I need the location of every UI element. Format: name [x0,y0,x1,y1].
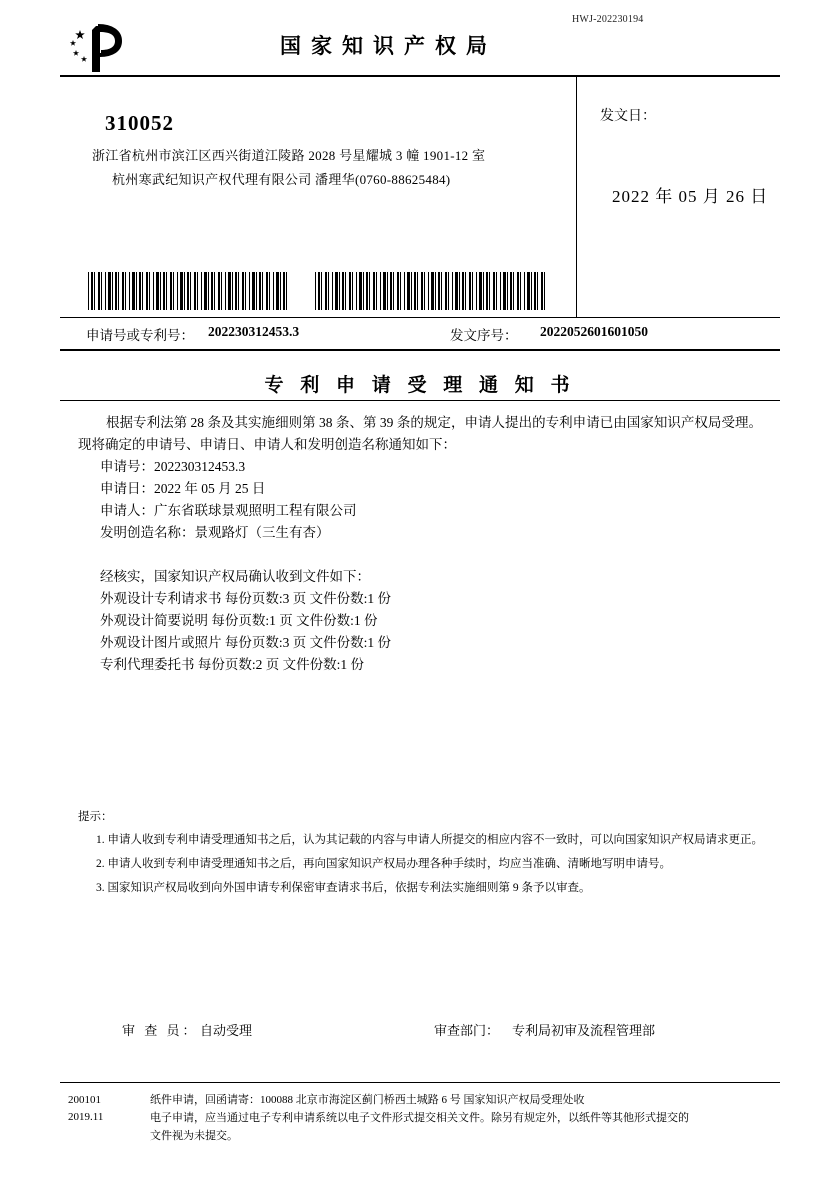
organization-title: 国家知识产权局 [280,34,497,58]
address-and-date-box [60,77,780,317]
field-application-date: 申请日：2022 年 05 月 25 日 [100,481,266,496]
document-code: HWJ-202230194 [572,14,644,25]
postcode: 310052 [105,111,174,135]
document-item-1: 外观设计专利请求书 每份页数:3 页 文件份数:1 份 [100,591,392,606]
note-item-2: 2. 申请人收到专利申请受理通知书之后，再向国家知识产权局办理各种手续时，均应当准确、清晰地写明申请号。 [96,858,671,870]
application-number-label: 申请号或专利号： [86,328,194,343]
examiner-value: 自动受理 [200,1023,253,1038]
footer-code-2: 2019.11 [68,1111,104,1123]
footer-code-1: 200101 [68,1094,101,1106]
address-line-1: 浙江省杭州市滨江区西兴街道江陵路 2028 号星耀城 3 幢 1901-12 室 [92,148,486,163]
note-item-1: 1. 申请人收到专利申请受理通知书之后，认为其记载的内容与申请人所提交的相应内容不一致时，可以向国家知识产权局请求更正。 [96,834,763,846]
field-applicant: 申请人：广东省联球景观照明工程有限公司 [100,503,357,518]
send-date-label: 发文日： [600,109,656,124]
footer-line-1: 纸件申请，回函请寄：100088 北京市海淀区蓟门桥西土城路 6 号 国家知识产权局受理处收 [150,1094,585,1106]
document-item-3: 外观设计图片或照片 每份页数:3 页 文件份数:1 份 [100,635,392,650]
footer-codes [68,1092,103,1126]
send-date-value: 2022 年 05 月 26 日 [612,187,769,206]
document-header [60,22,780,74]
field-application-number: 申请号：202230312453.3 [100,459,246,474]
application-number-row [60,317,780,349]
address-line-2: 杭州寒武纪知识产权代理有限公司 潘理华(0760-88625484) [112,172,451,187]
footer-text [150,1092,775,1146]
department-label: 审查部门： [434,1023,500,1038]
footer-divider [60,1082,780,1083]
document-item-4: 专利代理委托书 每份页数:2 页 文件份数:1 份 [100,657,365,672]
serial-number-value: 2022052601601050 [540,324,648,339]
department-value: 专利局初审及流程管理部 [512,1023,656,1038]
examiner-label: 审 查 员： [122,1023,199,1038]
footer-line-3: 文件视为未提交。 [150,1130,238,1142]
footer-line-2: 电子申请，应当通过电子专利申请系统以电子文件形式提交相关文件。除另有规定外，以纸件等其他形式提交的 [150,1112,689,1124]
serial-number-label: 发文序号： [450,328,518,343]
application-number-value: 202230312453.3 [208,324,300,339]
body-spacer [60,544,780,566]
box-vertical-divider [576,77,577,317]
field-invention-name: 发明创造名称：景观路灯（三生有杏） [100,525,330,540]
barcode-serial-number [315,272,545,310]
national-emblem-icon [68,22,138,74]
document-item-2: 外观设计简要说明 每份页数:1 页 文件份数:1 份 [100,613,378,628]
notes-title: 提示： [78,811,113,823]
confirm-line: 经核实，国家知识产权局确认收到文件如下： [100,569,370,584]
barcode-application-number [88,272,288,310]
title-divider [60,400,780,401]
body-paragraph: 根据专利法第 28 条及其实施细则第 38 条、第 39 条的规定，申请人提出的专利申请已由国家知识产权局受理。现将确定的申请号、申请日、申请人和发明创造名称通知如下： [78,415,762,452]
notes-section [78,808,768,903]
note-item-3: 3. 国家知识产权局收到向外国申请专利保密审查请求书后，依据专利法实施细则第 9 条予以审查。 [96,882,591,894]
page-title: 专 利 申 请 受 理 通 知 书 [264,375,576,396]
application-row-divider [60,349,780,351]
document-body [60,406,780,676]
